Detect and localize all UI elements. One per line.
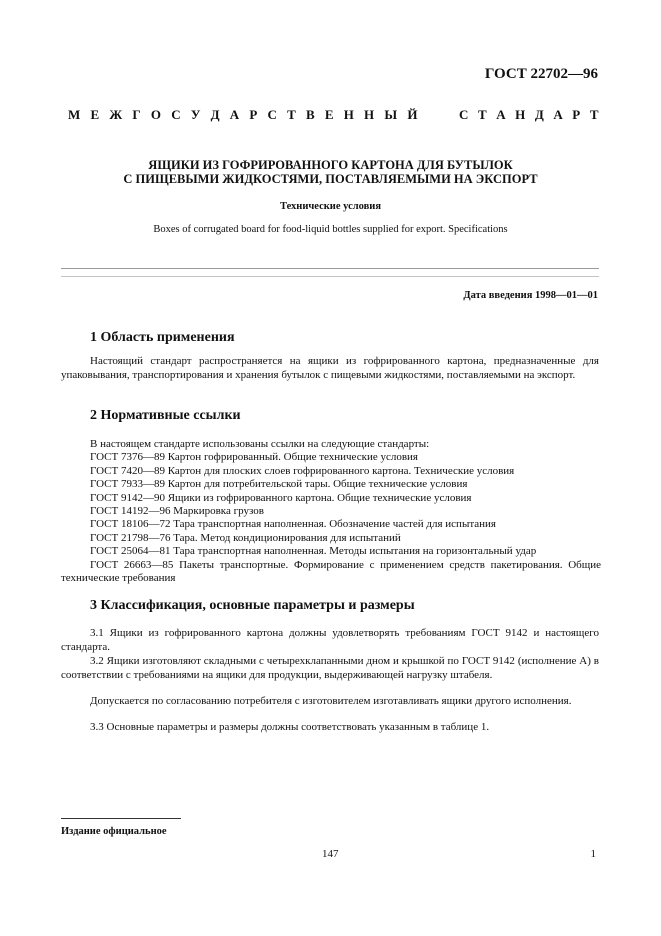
banner-letter: О	[150, 107, 162, 122]
sheet-number: 1	[590, 848, 596, 860]
reference-item: ГОСТ 7933—89 Картон для потребительской тары. Общие технические условия	[90, 478, 468, 491]
banner-letter: А	[229, 107, 240, 122]
banner-letter: Е	[90, 107, 100, 122]
banner-letter: А	[553, 107, 564, 122]
reference-item: ГОСТ 18106—72 Тара транспортная наполненная. Обозначение частей для испытания	[90, 518, 496, 531]
banner-letter: А	[496, 107, 507, 122]
banner-letter: У	[190, 107, 201, 122]
banner-letter: Ы	[384, 107, 398, 122]
gost-number: ГОСТ 22702—96	[484, 66, 598, 82]
clause-3-2: 3.2 Ящики изготовляют складными с четырехклапанными дном и крышкой по ГОСТ 9142 (исполнение А) в соответствии с требованиями на ящики для продукции, выдерживающей нагрузку штабеля.	[61, 655, 599, 681]
reference-item: ГОСТ 21798—76 Тара. Метод кондиционирования для испытаний	[90, 531, 401, 544]
page-number: 147	[322, 848, 339, 860]
banner-letter: Н	[515, 107, 526, 122]
banner-letter: Т	[477, 107, 488, 122]
banner-letter: Д	[210, 107, 221, 122]
section-3-heading: 3 Классификация, основные параметры и размеры	[90, 598, 415, 613]
banner-letter: Ж	[109, 107, 123, 122]
interstate-word	[68, 107, 418, 123]
clause-3-3: 3.3 Основные параметры и размеры должны соответствовать указанным в таблице 1.	[90, 721, 490, 733]
title-line-1: ЯЩИКИ ИЗ ГОФРИРОВАННОГО КАРТОНА ДЛЯ БУТЫЛОК	[148, 158, 513, 172]
banner-letter: Й	[407, 107, 418, 122]
banner-letter: Д	[534, 107, 545, 122]
banner-letter: В	[305, 107, 316, 122]
banner-letter: С	[171, 107, 182, 122]
banner-letter: М	[68, 107, 81, 122]
official-edition-note: Издание официальное	[61, 826, 167, 837]
divider-rule	[61, 268, 599, 269]
section-1-text: Настоящий стандарт распространяется на ящики из гофрированного картона, предназначенные для упаковывания, транспортирования и хранения бутылок с пищевыми жидкостями, поставляемыми на экспорт.	[61, 355, 599, 381]
banner-letter: Р	[249, 107, 258, 122]
footer-rule	[61, 818, 181, 819]
references-intro: В настоящем стандарте использованы ссылки на следующие стандарты:	[90, 438, 430, 450]
standard-word	[459, 107, 599, 123]
title-line-2: С ПИЩЕВЫМИ ЖИДКОСТЯМИ, ПОСТАВЛЯЕМЫМИ НА ЭКСПОРТ	[123, 172, 538, 186]
banner-letter: Р	[572, 107, 581, 122]
document-title	[60, 158, 601, 186]
reference-item: ГОСТ 14192—96 Маркировка грузов	[90, 505, 264, 518]
date-of-introduction: Дата введения 1998—01—01	[463, 290, 598, 301]
reference-item: ГОСТ 7420—89 Картон для плоских слоев гофрированного картона. Технические условия	[90, 464, 515, 477]
interstate-standard-banner	[68, 107, 599, 123]
reference-item: ГОСТ 25064—81 Тара транспортная наполненная. Методы испытания на горизонтальный удар	[90, 545, 537, 558]
document-subtitle: Технические условия	[279, 201, 382, 212]
banner-letter: Г	[132, 107, 142, 122]
reference-item: ГОСТ 7376—89 Картон гофрированный. Общие технические условия	[90, 451, 418, 464]
banner-letter: Н	[364, 107, 375, 122]
banner-letter: Т	[589, 107, 599, 122]
banner-letter: Н	[343, 107, 355, 122]
banner-letter: С	[459, 107, 469, 122]
clause-3-2-note: Допускается по согласованию потребителя с изготовителем изготавливать ящики другого исполнения.	[90, 695, 572, 707]
clause-3-1: 3.1 Ящики из гофрированного картона должны удовлетворять требованиям ГОСТ 9142 и настоящего стандарта.	[61, 627, 599, 653]
section-2-heading: 2 Нормативные ссылки	[90, 408, 241, 423]
english-title: Boxes of corrugated board for food-liquid bottles supplied for export. Specifications	[153, 224, 508, 235]
divider-rule	[61, 276, 599, 277]
banner-letter: Т	[287, 107, 297, 122]
section-1-heading: 1 Область применения	[90, 330, 235, 345]
reference-item: ГОСТ 9142—90 Ящики из гофрированного картона. Общие технические условия	[90, 491, 472, 504]
references-list	[61, 438, 601, 585]
reference-item: ГОСТ 26663—85 Пакеты транспортные. Формирование с применением средств пакетирования. Общие технические требования	[61, 558, 601, 585]
banner-letter: Е	[324, 107, 334, 122]
banner-letter: С	[267, 107, 278, 122]
